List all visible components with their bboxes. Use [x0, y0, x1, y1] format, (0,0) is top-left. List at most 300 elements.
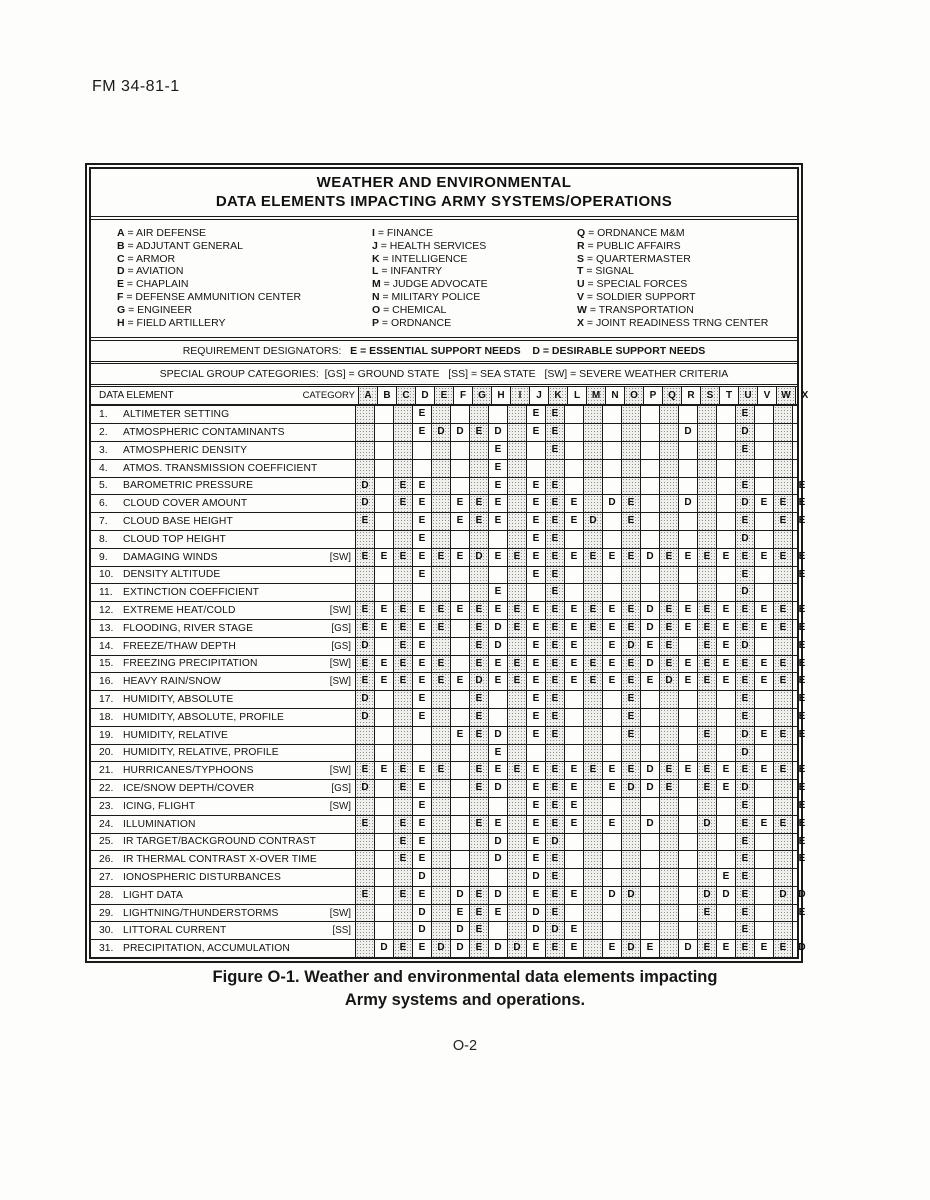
grid-cell-U: E — [735, 442, 754, 459]
column-header-D: D — [415, 387, 434, 404]
grid-cell-W — [773, 834, 792, 851]
grid-cell-W: E — [773, 602, 792, 619]
row-cells — [355, 442, 811, 459]
grid-cell-R — [678, 922, 697, 939]
grid-cell-U: E — [735, 602, 754, 619]
grid-cell-D: E — [412, 762, 431, 779]
page-number: O-2 — [452, 1038, 478, 1054]
grid-cell-R — [678, 780, 697, 797]
grid-cell-J: D — [526, 922, 545, 939]
grid-cell-D: E — [412, 638, 431, 655]
row-cells — [355, 762, 811, 779]
row-number: 23. — [99, 800, 114, 812]
row-title: LIGHT DATA — [123, 889, 183, 901]
grid-cell-F: E — [450, 549, 469, 566]
grid-cell-M — [583, 727, 602, 744]
row-cells — [355, 656, 811, 673]
grid-cell-D: E — [412, 656, 431, 673]
grid-cell-S: D — [697, 887, 716, 904]
row-number: 9. — [99, 551, 108, 563]
grid-cell-D: D — [412, 922, 431, 939]
grid-cell-T — [716, 922, 735, 939]
row-title: ALTIMETER SETTING — [123, 409, 230, 421]
grid-cell-K: E — [545, 424, 564, 441]
grid-cell-C: E — [393, 851, 412, 868]
grid-cell-S: E — [697, 762, 716, 779]
grid-cell-U: D — [735, 584, 754, 601]
row-label — [91, 762, 355, 779]
grid-cell-I — [507, 834, 526, 851]
table-row — [91, 459, 797, 477]
table-row — [91, 566, 806, 584]
grid-cell-X: E — [792, 567, 811, 584]
grid-cell-R: E — [678, 673, 697, 690]
row-cells — [355, 922, 811, 939]
grid-cell-X: E — [792, 620, 811, 637]
grid-cell-G: E — [469, 602, 488, 619]
legend-item: V = SOLDIER SUPPORT — [577, 290, 696, 303]
grid-cell-T — [716, 798, 735, 815]
column-header-O: O — [624, 387, 643, 404]
grid-cell-A: E — [355, 656, 374, 673]
grid-cell-N: E — [602, 656, 621, 673]
row-number: 3. — [99, 444, 108, 456]
grid-cell-T: E — [716, 656, 735, 673]
grid-cell-X — [792, 531, 811, 548]
row-title: ICING, FLIGHT — [123, 800, 196, 812]
grid-cell-O — [621, 851, 640, 868]
grid-cell-O: E — [621, 709, 640, 726]
grid-cell-B: D — [374, 940, 393, 957]
grid-cell-U: E — [735, 656, 754, 673]
grid-cell-D: E — [412, 495, 431, 512]
grid-cell-F — [450, 531, 469, 548]
row-cells — [355, 513, 811, 530]
grid-cell-K: E — [545, 816, 564, 833]
legend-column-1 — [117, 227, 372, 329]
grid-cell-M: E — [583, 673, 602, 690]
grid-cell-K: E — [545, 798, 564, 815]
grid-cell-P — [640, 406, 659, 423]
grid-cell-V — [754, 834, 773, 851]
grid-cell-Q: E — [659, 656, 678, 673]
special-sw: [SW] = SEVERE WEATHER CRITERIA — [544, 368, 729, 381]
row-number: 28. — [99, 889, 114, 901]
grid-cell-A: E — [355, 816, 374, 833]
grid-cell-V — [754, 478, 773, 495]
grid-cell-P — [640, 905, 659, 922]
column-header-B: B — [377, 387, 396, 404]
grid-cell-O — [621, 442, 640, 459]
grid-cell-C — [393, 442, 412, 459]
grid-cell-L — [564, 745, 583, 762]
grid-cell-V — [754, 905, 773, 922]
grid-cell-P — [640, 727, 659, 744]
grid-cell-C — [393, 567, 412, 584]
grid-cell-K — [545, 460, 564, 477]
grid-cell-Q — [659, 709, 678, 726]
grid-cell-O: E — [621, 620, 640, 637]
grid-cell-G — [469, 584, 488, 601]
grid-cell-E — [431, 745, 450, 762]
grid-cell-L — [564, 478, 583, 495]
grid-cell-P — [640, 887, 659, 904]
grid-cell-A: D — [355, 709, 374, 726]
legend-item: S = QUARTERMASTER — [577, 252, 691, 265]
grid-cell-I — [507, 922, 526, 939]
grid-cell-B — [374, 513, 393, 530]
grid-cell-Q — [659, 905, 678, 922]
grid-cell-H — [488, 798, 507, 815]
grid-cell-Q — [659, 851, 678, 868]
row-number: 18. — [99, 711, 114, 723]
grid-cell-J — [526, 745, 545, 762]
grid-cell-T: E — [716, 549, 735, 566]
grid-cell-A: D — [355, 478, 374, 495]
grid-cell-O — [621, 460, 640, 477]
grid-cell-G: E — [469, 762, 488, 779]
grid-cell-X — [792, 406, 811, 423]
grid-cell-C — [393, 531, 412, 548]
grid-cell-W — [773, 638, 792, 655]
grid-cell-R: E — [678, 620, 697, 637]
grid-cell-F — [450, 745, 469, 762]
header-data-element: DATA ELEMENT — [99, 390, 174, 402]
grid-cell-Q — [659, 922, 678, 939]
grid-cell-D: E — [412, 549, 431, 566]
grid-cell-U: E — [735, 478, 754, 495]
grid-cell-X: E — [792, 905, 811, 922]
grid-cell-V: E — [754, 495, 773, 512]
grid-cell-M: E — [583, 620, 602, 637]
grid-cell-O: E — [621, 513, 640, 530]
grid-cell-P — [640, 709, 659, 726]
grid-cell-G: E — [469, 922, 488, 939]
grid-cell-B — [374, 531, 393, 548]
grid-cell-W: E — [773, 940, 792, 957]
grid-cell-N: E — [602, 549, 621, 566]
grid-cell-S — [697, 851, 716, 868]
grid-cell-J: E — [526, 513, 545, 530]
grid-cell-E — [431, 727, 450, 744]
legend-column-3 — [577, 227, 793, 329]
grid-cell-U: D — [735, 495, 754, 512]
grid-cell-O: E — [621, 727, 640, 744]
grid-cell-W — [773, 584, 792, 601]
grid-cell-O: D — [621, 638, 640, 655]
grid-cell-M: E — [583, 602, 602, 619]
grid-cell-I — [507, 531, 526, 548]
row-cells — [355, 424, 811, 441]
grid-cell-R — [678, 584, 697, 601]
column-header-M: M — [586, 387, 605, 404]
grid-cell-S: D — [697, 816, 716, 833]
grid-cell-W: E — [773, 673, 792, 690]
legend-item: M = JUDGE ADVOCATE — [372, 278, 488, 291]
grid-cell-T — [716, 531, 735, 548]
row-category: [SS] — [332, 925, 351, 937]
grid-cell-E: E — [431, 762, 450, 779]
grid-cell-F — [450, 834, 469, 851]
grid-cell-P — [640, 478, 659, 495]
grid-cell-A: E — [355, 513, 374, 530]
grid-cell-G: E — [469, 495, 488, 512]
grid-cell-K: E — [545, 584, 564, 601]
special-gs: [GS] = GROUND STATE — [324, 368, 440, 381]
legend-item: U = SPECIAL FORCES — [577, 278, 688, 291]
grid-cell-H: E — [488, 762, 507, 779]
grid-cell-W: E — [773, 762, 792, 779]
figure-caption-line2: Army systems and operations. — [344, 991, 586, 1009]
grid-cell-H — [488, 567, 507, 584]
grid-cell-M: D — [583, 513, 602, 530]
grid-cell-R: E — [678, 602, 697, 619]
grid-cell-G — [469, 478, 488, 495]
grid-cell-W — [773, 442, 792, 459]
table-row — [91, 708, 806, 726]
grid-cell-B — [374, 442, 393, 459]
grid-cell-V — [754, 922, 773, 939]
grid-cell-B — [374, 727, 393, 744]
row-number: 21. — [99, 765, 114, 777]
grid-cell-H: D — [488, 887, 507, 904]
grid-cell-F — [450, 656, 469, 673]
row-number: 20. — [99, 747, 114, 759]
row-number: 4. — [99, 462, 108, 474]
grid-cell-K: E — [545, 727, 564, 744]
grid-cell-D: E — [412, 406, 431, 423]
grid-cell-B — [374, 798, 393, 815]
table-row — [91, 815, 806, 833]
grid-cell-F: D — [450, 887, 469, 904]
row-label — [91, 691, 355, 708]
designator-essential: E = ESSENTIAL SUPPORT NEEDS — [350, 345, 521, 358]
grid-cell-E — [431, 905, 450, 922]
grid-cell-N — [602, 798, 621, 815]
legend-item: W = TRANSPORTATION — [577, 303, 694, 316]
grid-cell-A — [355, 745, 374, 762]
table-title-line1: WEATHER AND ENVIRONMENTAL — [316, 174, 572, 191]
grid-cell-K: E — [545, 567, 564, 584]
grid-cell-D: E — [412, 887, 431, 904]
grid-cell-P — [640, 584, 659, 601]
grid-cell-F — [450, 816, 469, 833]
grid-cell-C — [393, 869, 412, 886]
grid-cell-N — [602, 834, 621, 851]
grid-cell-K: E — [545, 495, 564, 512]
column-header-T: T — [719, 387, 738, 404]
row-label — [91, 816, 355, 833]
grid-cell-X: E — [792, 495, 811, 512]
grid-cell-V — [754, 691, 773, 708]
grid-cell-O: E — [621, 673, 640, 690]
grid-cell-V — [754, 513, 773, 530]
grid-cell-O: D — [621, 887, 640, 904]
grid-cell-N: E — [602, 940, 621, 957]
grid-cell-I: D — [507, 940, 526, 957]
row-title: CLOUD TOP HEIGHT — [123, 533, 226, 545]
grid-cell-E — [431, 567, 450, 584]
grid-cell-C: E — [393, 940, 412, 957]
row-label — [91, 549, 355, 566]
grid-cell-B — [374, 851, 393, 868]
grid-cell-E — [431, 460, 450, 477]
grid-cell-R — [678, 869, 697, 886]
row-cells — [355, 673, 811, 690]
grid-cell-D: E — [412, 851, 431, 868]
grid-cell-N — [602, 584, 621, 601]
grid-cell-X — [792, 745, 811, 762]
grid-cell-R: D — [678, 940, 697, 957]
grid-cell-B — [374, 887, 393, 904]
row-title: HUMIDITY, ABSOLUTE — [123, 694, 234, 706]
table-row — [91, 690, 806, 708]
grid-cell-O: E — [621, 762, 640, 779]
grid-cell-I — [507, 513, 526, 530]
grid-cell-Q — [659, 531, 678, 548]
grid-cell-J: E — [526, 549, 545, 566]
grid-cell-T — [716, 905, 735, 922]
grid-cell-H: D — [488, 851, 507, 868]
grid-cell-E: E — [431, 549, 450, 566]
row-cells — [355, 478, 811, 495]
grid-cell-C — [393, 922, 412, 939]
grid-cell-V: E — [754, 816, 773, 833]
grid-cell-U: D — [735, 745, 754, 762]
grid-cell-S — [697, 513, 716, 530]
column-header-N: N — [605, 387, 624, 404]
grid-cell-L — [564, 851, 583, 868]
grid-cell-L: E — [564, 887, 583, 904]
grid-cell-H — [488, 922, 507, 939]
row-title: EXTREME HEAT/COLD — [123, 605, 236, 617]
grid-cell-U — [735, 460, 754, 477]
grid-cell-Q — [659, 798, 678, 815]
grid-cell-J: E — [526, 709, 545, 726]
grid-cell-J: E — [526, 834, 545, 851]
column-header-R: R — [681, 387, 700, 404]
grid-cell-X: E — [792, 727, 811, 744]
grid-cell-G: E — [469, 513, 488, 530]
grid-cell-H: E — [488, 460, 507, 477]
grid-cell-O — [621, 834, 640, 851]
grid-cell-T — [716, 495, 735, 512]
grid-cell-V — [754, 709, 773, 726]
grid-cell-T — [716, 745, 735, 762]
grid-cell-V — [754, 638, 773, 655]
grid-cell-L: E — [564, 922, 583, 939]
grid-cell-S: E — [697, 673, 716, 690]
grid-cell-G — [469, 442, 488, 459]
row-title: HURRICANES/TYPHOONS — [123, 765, 254, 777]
grid-cell-M — [583, 851, 602, 868]
grid-cell-R — [678, 816, 697, 833]
grid-cell-T: E — [716, 869, 735, 886]
grid-cell-B — [374, 495, 393, 512]
legend-column-2 — [372, 227, 577, 329]
row-label — [91, 495, 355, 512]
grid-cell-U: E — [735, 851, 754, 868]
grid-cell-E — [431, 406, 450, 423]
grid-cell-C: E — [393, 549, 412, 566]
row-number: 17. — [99, 694, 114, 706]
grid-cell-M — [583, 567, 602, 584]
row-title: ATMOSPHERIC CONTAMINANTS — [123, 427, 285, 439]
designator-desirable: D = DESIRABLE SUPPORT NEEDS — [532, 345, 706, 358]
grid-header-row — [91, 387, 809, 406]
grid-cell-T — [716, 709, 735, 726]
row-number: 19. — [99, 729, 114, 741]
row-cells — [355, 495, 811, 512]
grid-cell-E: E — [431, 656, 450, 673]
grid-cell-S: E — [697, 727, 716, 744]
grid-cell-P: D — [640, 780, 659, 797]
table-row — [91, 726, 806, 744]
grid-cell-S: E — [697, 549, 716, 566]
row-title: IR TARGET/BACKGROUND CONTRAST — [123, 836, 317, 848]
row-title: EXTINCTION COEFFICIENT — [123, 587, 260, 599]
grid-cell-F: E — [450, 495, 469, 512]
grid-cell-A — [355, 922, 374, 939]
grid-cell-T: E — [716, 762, 735, 779]
special-label: SPECIAL GROUP CATEGORIES: — [159, 368, 319, 381]
grid-cell-Q: E — [659, 762, 678, 779]
grid-cell-A: D — [355, 780, 374, 797]
grid-cell-A: D — [355, 638, 374, 655]
grid-cell-H: E — [488, 584, 507, 601]
grid-cell-R — [678, 834, 697, 851]
column-header-K: K — [548, 387, 567, 404]
table-row — [91, 886, 806, 904]
grid-cell-F — [450, 691, 469, 708]
grid-cell-U: E — [735, 549, 754, 566]
column-letter-headers — [358, 387, 814, 404]
grid-cell-H: E — [488, 513, 507, 530]
grid-cell-Q: E — [659, 638, 678, 655]
grid-cell-X: D — [792, 887, 811, 904]
row-label — [91, 780, 355, 797]
grid-cell-S — [697, 567, 716, 584]
grid-cell-K: E — [545, 691, 564, 708]
row-cells — [355, 549, 811, 566]
grid-cell-O: E — [621, 656, 640, 673]
grid-cell-C: E — [393, 495, 412, 512]
row-number: 27. — [99, 871, 114, 883]
grid-cell-D: E — [412, 424, 431, 441]
grid-cell-W — [773, 922, 792, 939]
grid-cell-N — [602, 745, 621, 762]
grid-cell-I — [507, 851, 526, 868]
grid-cell-Q — [659, 940, 678, 957]
grid-cell-C: E — [393, 656, 412, 673]
grid-cell-D: E — [412, 709, 431, 726]
grid-cell-U: D — [735, 638, 754, 655]
grid-cell-X: E — [792, 816, 811, 833]
grid-cell-S — [697, 922, 716, 939]
grid-cell-O — [621, 745, 640, 762]
grid-cell-V — [754, 780, 773, 797]
grid-cell-O — [621, 922, 640, 939]
row-title: FLOODING, RIVER STAGE — [123, 622, 254, 634]
grid-cell-W: E — [773, 620, 792, 637]
grid-cell-L: E — [564, 673, 583, 690]
row-label — [91, 620, 355, 637]
grid-cell-U: E — [735, 869, 754, 886]
grid-cell-N — [602, 869, 621, 886]
row-cells — [355, 406, 811, 423]
grid-cell-L: E — [564, 656, 583, 673]
grid-cell-M — [583, 460, 602, 477]
